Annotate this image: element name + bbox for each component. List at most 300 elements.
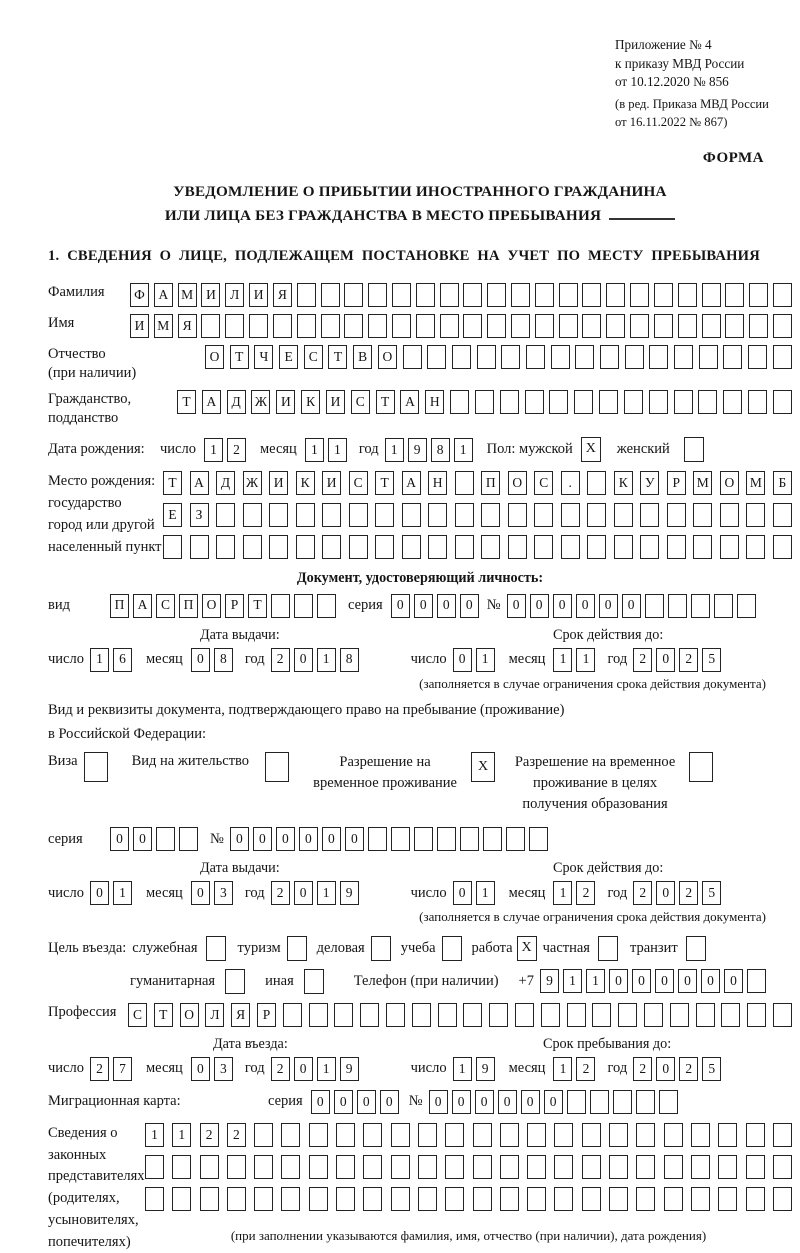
- form-cell[interactable]: Д: [227, 390, 246, 414]
- form-cell[interactable]: [582, 1187, 601, 1211]
- form-cell[interactable]: Т: [376, 390, 395, 414]
- sex-male-checkbox[interactable]: X: [581, 437, 601, 462]
- form-cell[interactable]: [515, 1003, 534, 1027]
- form-cell[interactable]: [575, 345, 594, 369]
- form-cell[interactable]: [664, 1123, 683, 1147]
- form-cell[interactable]: 0: [253, 827, 272, 851]
- form-cell[interactable]: 0: [576, 594, 595, 618]
- form-cell[interactable]: 1: [576, 648, 595, 672]
- form-cell[interactable]: [527, 1187, 546, 1211]
- form-cell[interactable]: [699, 345, 718, 369]
- form-cell[interactable]: [501, 345, 520, 369]
- form-cell[interactable]: [500, 1123, 519, 1147]
- form-cell[interactable]: [748, 345, 767, 369]
- form-cell[interactable]: [452, 345, 471, 369]
- form-cell[interactable]: [746, 1187, 765, 1211]
- form-cell[interactable]: Ф: [130, 283, 149, 307]
- form-cell[interactable]: [349, 503, 368, 527]
- form-cell[interactable]: [582, 314, 601, 338]
- form-cell[interactable]: [225, 314, 244, 338]
- form-cell[interactable]: О: [720, 471, 739, 495]
- form-cell[interactable]: [437, 827, 456, 851]
- form-cell[interactable]: [582, 1123, 601, 1147]
- form-cell[interactable]: [273, 314, 292, 338]
- form-cell[interactable]: [691, 594, 710, 618]
- form-cell[interactable]: С: [128, 1003, 147, 1027]
- form-cell[interactable]: [559, 314, 578, 338]
- form-cell[interactable]: [360, 1003, 379, 1027]
- form-cell[interactable]: [511, 283, 530, 307]
- form-cell[interactable]: К: [296, 471, 315, 495]
- form-cell[interactable]: [249, 314, 268, 338]
- temp-residence-education-checkbox[interactable]: [689, 752, 713, 782]
- form-cell[interactable]: [702, 283, 721, 307]
- form-cell[interactable]: Ж: [243, 471, 262, 495]
- form-cell[interactable]: [281, 1155, 300, 1179]
- form-cell[interactable]: [725, 314, 744, 338]
- form-cell[interactable]: [773, 1003, 792, 1027]
- form-cell[interactable]: [625, 345, 644, 369]
- form-cell[interactable]: [391, 1155, 410, 1179]
- form-cell[interactable]: [163, 535, 182, 559]
- form-cell[interactable]: 8: [340, 648, 359, 672]
- form-cell[interactable]: [587, 471, 606, 495]
- form-cell[interactable]: [691, 1187, 710, 1211]
- form-cell[interactable]: [227, 1187, 246, 1211]
- form-cell[interactable]: 1: [476, 648, 495, 672]
- form-cell[interactable]: [281, 1123, 300, 1147]
- form-cell[interactable]: [500, 390, 519, 414]
- form-cell[interactable]: [691, 1155, 710, 1179]
- form-cell[interactable]: 2: [633, 881, 652, 905]
- form-cell[interactable]: 0: [391, 594, 410, 618]
- form-cell[interactable]: 1: [90, 648, 109, 672]
- form-cell[interactable]: [297, 283, 316, 307]
- form-cell[interactable]: [649, 390, 668, 414]
- form-cell[interactable]: [145, 1155, 164, 1179]
- form-cell[interactable]: [403, 345, 422, 369]
- form-cell[interactable]: [391, 1123, 410, 1147]
- form-cell[interactable]: П: [481, 471, 500, 495]
- form-cell[interactable]: 3: [214, 1057, 233, 1081]
- form-cell[interactable]: С: [156, 594, 175, 618]
- form-cell[interactable]: [693, 503, 712, 527]
- form-cell[interactable]: О: [205, 345, 224, 369]
- form-cell[interactable]: А: [202, 390, 221, 414]
- form-cell[interactable]: Д: [216, 471, 235, 495]
- form-cell[interactable]: 0: [191, 1057, 210, 1081]
- form-cell[interactable]: 0: [90, 881, 109, 905]
- form-cell[interactable]: [428, 503, 447, 527]
- form-cell[interactable]: Н: [428, 471, 447, 495]
- form-cell[interactable]: 2: [271, 648, 290, 672]
- form-cell[interactable]: [630, 283, 649, 307]
- form-cell[interactable]: [321, 314, 340, 338]
- form-cell[interactable]: [670, 1003, 689, 1027]
- form-cell[interactable]: [630, 314, 649, 338]
- form-cell[interactable]: Е: [163, 503, 182, 527]
- form-cell[interactable]: 1: [204, 438, 223, 462]
- form-cell[interactable]: И: [276, 390, 295, 414]
- form-cell[interactable]: 1: [172, 1123, 191, 1147]
- form-cell[interactable]: [455, 503, 474, 527]
- form-cell[interactable]: [618, 1003, 637, 1027]
- form-cell[interactable]: 1: [317, 1057, 336, 1081]
- form-cell[interactable]: И: [322, 471, 341, 495]
- form-cell[interactable]: 2: [227, 1123, 246, 1147]
- sex-female-checkbox[interactable]: [684, 437, 704, 462]
- form-cell[interactable]: 0: [322, 827, 341, 851]
- form-cell[interactable]: [145, 1187, 164, 1211]
- form-cell[interactable]: [720, 503, 739, 527]
- form-cell[interactable]: 0: [294, 881, 313, 905]
- form-cell[interactable]: [283, 1003, 302, 1027]
- form-cell[interactable]: 0: [429, 1090, 448, 1114]
- form-cell[interactable]: [481, 503, 500, 527]
- form-cell[interactable]: И: [201, 283, 220, 307]
- form-cell[interactable]: [773, 1155, 792, 1179]
- form-cell[interactable]: [561, 535, 580, 559]
- form-cell[interactable]: 2: [679, 648, 698, 672]
- form-cell[interactable]: 0: [453, 881, 472, 905]
- form-cell[interactable]: 8: [431, 438, 450, 462]
- form-cell[interactable]: 0: [357, 1090, 376, 1114]
- form-cell[interactable]: [567, 1003, 586, 1027]
- form-cell[interactable]: 0: [133, 827, 152, 851]
- form-cell[interactable]: 0: [609, 969, 628, 993]
- form-cell[interactable]: 7: [113, 1057, 132, 1081]
- form-cell[interactable]: С: [351, 390, 370, 414]
- form-cell[interactable]: 0: [191, 648, 210, 672]
- form-cell[interactable]: О: [508, 471, 527, 495]
- form-cell[interactable]: 0: [414, 594, 433, 618]
- form-cell[interactable]: [254, 1187, 273, 1211]
- form-cell[interactable]: [336, 1123, 355, 1147]
- form-cell[interactable]: [654, 314, 673, 338]
- form-cell[interactable]: 0: [507, 594, 526, 618]
- form-cell[interactable]: [363, 1187, 382, 1211]
- form-cell[interactable]: 0: [544, 1090, 563, 1114]
- form-cell[interactable]: 0: [599, 594, 618, 618]
- form-cell[interactable]: [667, 535, 686, 559]
- form-cell[interactable]: 2: [90, 1057, 109, 1081]
- form-cell[interactable]: [368, 283, 387, 307]
- form-cell[interactable]: [460, 827, 479, 851]
- form-cell[interactable]: [749, 314, 768, 338]
- form-cell[interactable]: 0: [437, 594, 456, 618]
- form-cell[interactable]: 2: [679, 1057, 698, 1081]
- form-cell[interactable]: [640, 503, 659, 527]
- form-cell[interactable]: Я: [178, 314, 197, 338]
- form-cell[interactable]: [747, 969, 766, 993]
- form-cell[interactable]: 0: [311, 1090, 330, 1114]
- form-cell[interactable]: [748, 390, 767, 414]
- form-cell[interactable]: Ж: [251, 390, 270, 414]
- form-cell[interactable]: Я: [273, 283, 292, 307]
- purpose-transit-checkbox[interactable]: [686, 936, 706, 961]
- form-cell[interactable]: [414, 827, 433, 851]
- form-cell[interactable]: [428, 535, 447, 559]
- purpose-official-checkbox[interactable]: [206, 936, 226, 961]
- form-cell[interactable]: [737, 594, 756, 618]
- form-cell[interactable]: 0: [632, 969, 651, 993]
- form-cell[interactable]: [483, 827, 502, 851]
- form-cell[interactable]: [375, 503, 394, 527]
- form-cell[interactable]: И: [326, 390, 345, 414]
- form-cell[interactable]: [269, 503, 288, 527]
- form-cell[interactable]: 2: [271, 1057, 290, 1081]
- form-cell[interactable]: 0: [191, 881, 210, 905]
- form-cell[interactable]: [200, 1155, 219, 1179]
- form-cell[interactable]: 2: [576, 881, 595, 905]
- form-cell[interactable]: [391, 1187, 410, 1211]
- form-cell[interactable]: [606, 283, 625, 307]
- form-cell[interactable]: [668, 594, 687, 618]
- form-cell[interactable]: [551, 345, 570, 369]
- form-cell[interactable]: [445, 1123, 464, 1147]
- form-cell[interactable]: 0: [380, 1090, 399, 1114]
- form-cell[interactable]: Т: [248, 594, 267, 618]
- form-cell[interactable]: [559, 283, 578, 307]
- form-cell[interactable]: 1: [454, 438, 473, 462]
- form-cell[interactable]: 9: [408, 438, 427, 462]
- form-cell[interactable]: 1: [553, 881, 572, 905]
- form-cell[interactable]: Я: [231, 1003, 250, 1027]
- form-cell[interactable]: [500, 1155, 519, 1179]
- form-cell[interactable]: [674, 345, 693, 369]
- form-cell[interactable]: 0: [453, 648, 472, 672]
- form-cell[interactable]: 9: [476, 1057, 495, 1081]
- form-cell[interactable]: Л: [205, 1003, 224, 1027]
- form-cell[interactable]: [535, 314, 554, 338]
- form-cell[interactable]: [636, 1187, 655, 1211]
- form-cell[interactable]: П: [179, 594, 198, 618]
- form-cell[interactable]: 0: [530, 594, 549, 618]
- form-cell[interactable]: [508, 503, 527, 527]
- form-cell[interactable]: [473, 1123, 492, 1147]
- form-cell[interactable]: 1: [453, 1057, 472, 1081]
- form-cell[interactable]: [773, 503, 792, 527]
- form-cell[interactable]: [609, 1123, 628, 1147]
- form-cell[interactable]: 2: [200, 1123, 219, 1147]
- form-cell[interactable]: [243, 503, 262, 527]
- form-cell[interactable]: [487, 283, 506, 307]
- form-cell[interactable]: [344, 314, 363, 338]
- form-cell[interactable]: [702, 314, 721, 338]
- form-cell[interactable]: [477, 345, 496, 369]
- form-cell[interactable]: [363, 1123, 382, 1147]
- form-cell[interactable]: [440, 283, 459, 307]
- form-cell[interactable]: Р: [225, 594, 244, 618]
- form-cell[interactable]: [463, 1003, 482, 1027]
- form-cell[interactable]: [678, 314, 697, 338]
- form-cell[interactable]: [418, 1155, 437, 1179]
- form-cell[interactable]: 1: [328, 438, 347, 462]
- form-cell[interactable]: [336, 1155, 355, 1179]
- form-cell[interactable]: [455, 535, 474, 559]
- form-cell[interactable]: О: [378, 345, 397, 369]
- form-cell[interactable]: 2: [576, 1057, 595, 1081]
- form-cell[interactable]: Т: [230, 345, 249, 369]
- form-cell[interactable]: М: [693, 471, 712, 495]
- form-cell[interactable]: 1: [305, 438, 324, 462]
- form-cell[interactable]: 2: [271, 881, 290, 905]
- form-cell[interactable]: 0: [294, 1057, 313, 1081]
- form-cell[interactable]: 0: [345, 827, 364, 851]
- form-cell[interactable]: [156, 827, 175, 851]
- form-cell[interactable]: [368, 827, 387, 851]
- form-cell[interactable]: [526, 345, 545, 369]
- form-cell[interactable]: 0: [475, 1090, 494, 1114]
- form-cell[interactable]: [309, 1187, 328, 1211]
- form-cell[interactable]: [201, 314, 220, 338]
- purpose-humanitarian-checkbox[interactable]: [225, 969, 245, 994]
- form-cell[interactable]: [574, 390, 593, 414]
- form-cell[interactable]: Т: [163, 471, 182, 495]
- form-cell[interactable]: [463, 314, 482, 338]
- form-cell[interactable]: [561, 503, 580, 527]
- form-cell[interactable]: [190, 535, 209, 559]
- form-cell[interactable]: И: [269, 471, 288, 495]
- form-cell[interactable]: 9: [340, 1057, 359, 1081]
- form-cell[interactable]: А: [402, 471, 421, 495]
- form-cell[interactable]: [402, 503, 421, 527]
- form-cell[interactable]: [296, 535, 315, 559]
- form-cell[interactable]: [636, 1090, 655, 1114]
- form-cell[interactable]: [664, 1155, 683, 1179]
- form-cell[interactable]: [746, 1123, 765, 1147]
- form-cell[interactable]: У: [640, 471, 659, 495]
- form-cell[interactable]: [525, 390, 544, 414]
- form-cell[interactable]: 0: [701, 969, 720, 993]
- form-cell[interactable]: Е: [279, 345, 298, 369]
- form-cell[interactable]: [718, 1155, 737, 1179]
- form-cell[interactable]: [749, 283, 768, 307]
- form-cell[interactable]: К: [614, 471, 633, 495]
- form-cell[interactable]: [773, 314, 792, 338]
- form-cell[interactable]: [747, 1003, 766, 1027]
- form-cell[interactable]: Р: [257, 1003, 276, 1027]
- form-cell[interactable]: [271, 594, 290, 618]
- form-cell[interactable]: [654, 283, 673, 307]
- form-cell[interactable]: [721, 1003, 740, 1027]
- form-cell[interactable]: 9: [540, 969, 559, 993]
- form-cell[interactable]: 0: [656, 1057, 675, 1081]
- form-cell[interactable]: [529, 827, 548, 851]
- form-cell[interactable]: 0: [230, 827, 249, 851]
- form-cell[interactable]: Ч: [254, 345, 273, 369]
- form-cell[interactable]: [200, 1187, 219, 1211]
- form-cell[interactable]: 0: [452, 1090, 471, 1114]
- form-cell[interactable]: [644, 1003, 663, 1027]
- form-cell[interactable]: 0: [276, 827, 295, 851]
- form-cell[interactable]: [725, 283, 744, 307]
- form-cell[interactable]: 1: [563, 969, 582, 993]
- form-cell[interactable]: [317, 594, 336, 618]
- purpose-other-checkbox[interactable]: [304, 969, 324, 994]
- form-cell[interactable]: 2: [633, 1057, 652, 1081]
- purpose-private-checkbox[interactable]: [598, 936, 618, 961]
- form-cell[interactable]: [541, 1003, 560, 1027]
- form-cell[interactable]: 2: [679, 881, 698, 905]
- form-cell[interactable]: 0: [655, 969, 674, 993]
- form-cell[interactable]: 1: [385, 438, 404, 462]
- form-cell[interactable]: Б: [773, 471, 792, 495]
- form-cell[interactable]: Н: [425, 390, 444, 414]
- form-cell[interactable]: А: [133, 594, 152, 618]
- form-cell[interactable]: [600, 345, 619, 369]
- form-cell[interactable]: [418, 1123, 437, 1147]
- purpose-study-checkbox[interactable]: [442, 936, 462, 961]
- form-cell[interactable]: А: [154, 283, 173, 307]
- form-cell[interactable]: [416, 283, 435, 307]
- form-cell[interactable]: О: [180, 1003, 199, 1027]
- form-cell[interactable]: 0: [656, 648, 675, 672]
- form-cell[interactable]: [473, 1155, 492, 1179]
- form-cell[interactable]: [554, 1187, 573, 1211]
- form-cell[interactable]: М: [154, 314, 173, 338]
- form-cell[interactable]: С: [534, 471, 553, 495]
- form-cell[interactable]: 6: [113, 648, 132, 672]
- form-cell[interactable]: [723, 345, 742, 369]
- form-cell[interactable]: [773, 535, 792, 559]
- form-cell[interactable]: 0: [334, 1090, 353, 1114]
- form-cell[interactable]: [582, 1155, 601, 1179]
- form-cell[interactable]: [613, 1090, 632, 1114]
- form-cell[interactable]: [511, 314, 530, 338]
- form-cell[interactable]: [322, 503, 341, 527]
- form-cell[interactable]: [216, 503, 235, 527]
- form-cell[interactable]: [534, 503, 553, 527]
- form-cell[interactable]: [636, 1123, 655, 1147]
- form-cell[interactable]: [344, 283, 363, 307]
- form-cell[interactable]: [773, 1187, 792, 1211]
- form-cell[interactable]: 0: [294, 648, 313, 672]
- form-cell[interactable]: В: [353, 345, 372, 369]
- form-cell[interactable]: [582, 283, 601, 307]
- form-cell[interactable]: [368, 314, 387, 338]
- form-cell[interactable]: П: [110, 594, 129, 618]
- form-cell[interactable]: [386, 1003, 405, 1027]
- form-cell[interactable]: [254, 1155, 273, 1179]
- form-cell[interactable]: 1: [317, 648, 336, 672]
- form-cell[interactable]: Т: [154, 1003, 173, 1027]
- form-cell[interactable]: [297, 314, 316, 338]
- form-cell[interactable]: [336, 1187, 355, 1211]
- form-cell[interactable]: 0: [724, 969, 743, 993]
- form-cell[interactable]: [746, 503, 765, 527]
- form-cell[interactable]: [440, 314, 459, 338]
- form-cell[interactable]: 0: [622, 594, 641, 618]
- form-cell[interactable]: [243, 535, 262, 559]
- form-cell[interactable]: [720, 535, 739, 559]
- form-cell[interactable]: [649, 345, 668, 369]
- form-cell[interactable]: Л: [225, 283, 244, 307]
- form-cell[interactable]: [391, 827, 410, 851]
- form-cell[interactable]: [587, 535, 606, 559]
- form-cell[interactable]: [296, 503, 315, 527]
- form-cell[interactable]: [450, 390, 469, 414]
- form-cell[interactable]: А: [190, 471, 209, 495]
- form-cell[interactable]: [172, 1187, 191, 1211]
- form-cell[interactable]: [693, 535, 712, 559]
- form-cell[interactable]: [614, 503, 633, 527]
- form-cell[interactable]: [402, 535, 421, 559]
- form-cell[interactable]: Р: [667, 471, 686, 495]
- form-cell[interactable]: 1: [317, 881, 336, 905]
- form-cell[interactable]: 9: [340, 881, 359, 905]
- form-cell[interactable]: О: [202, 594, 221, 618]
